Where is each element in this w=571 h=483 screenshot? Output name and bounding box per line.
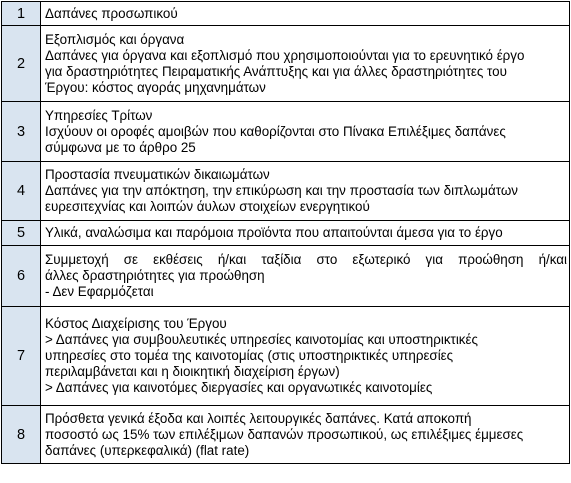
description-line: Έργου: κόστος αγοράς μηχανημάτων xyxy=(45,79,266,95)
description-line: > Δαπάνες για καινοτόμες διεργασίες και οργανωτικές καινοτομίες xyxy=(45,380,433,395)
table-row xyxy=(2,102,570,162)
row-description xyxy=(41,162,570,221)
row-description xyxy=(41,246,570,307)
description-line: Υλικά, αναλώσιμα και παρόμοια προϊόντα που απαιτούνται άμεσα για το έργο xyxy=(45,225,503,240)
description-line: για δραστηριότητες Πειραματικής Ανάπτυξης και για άλλες δραστηριότητες του xyxy=(45,63,507,79)
description-heading: Υπηρεσίες Τρίτων xyxy=(45,107,153,123)
row-description xyxy=(41,26,570,102)
description-line: > Δαπάνες για συμβουλευτικές υπηρεσίες καινοτομίας και υποστηρικτικές xyxy=(45,332,478,347)
row-number: 4 xyxy=(2,162,41,221)
table-row xyxy=(2,221,570,246)
description-line: ποσοστό ως 15% των επιλέξιμων δαπανών προσωπικού, ως επιλέξιμες έμμεσες xyxy=(45,426,524,442)
row-description xyxy=(41,102,570,162)
description-line: - Δεν Εφαρμόζεται xyxy=(45,284,154,299)
description-line: σύμφωνα με το άρθρο 25 xyxy=(45,139,196,155)
row-description xyxy=(41,406,570,464)
table-row xyxy=(2,162,570,221)
row-number: 5 xyxy=(2,221,41,246)
description-line: Πρόσθετα γενικά έξοδα και λοιπές λειτουργικές δαπάνες. Κατά αποκοπή xyxy=(45,410,472,426)
table-row xyxy=(2,26,570,102)
description-line: ευρεσιτεχνίας και λοιπών άυλων στοιχείων ενεργητικού xyxy=(45,199,370,214)
description-line: Ισχύουν οι οροφές αμοιβών που καθορίζονται στο Πίνακα Επιλέξιμες δαπάνες xyxy=(45,123,506,139)
description-heading: Εξοπλισμός και όργανα xyxy=(45,31,185,47)
description-line: άλλες δραστηριότητες για προώθηση xyxy=(45,268,265,283)
table-row xyxy=(2,2,570,26)
row-number: 7 xyxy=(2,307,41,406)
table-row xyxy=(2,307,570,406)
description-heading: Προστασία πνευματικών δικαιωμάτων xyxy=(45,167,270,182)
description-line: Δαπάνες για όργανα και εξοπλισμό που χρησιμοποιούνται για το ερευνητικό έργο xyxy=(45,47,525,63)
row-number: 2 xyxy=(2,26,41,102)
row-description xyxy=(41,221,570,246)
row-number: 8 xyxy=(2,406,41,464)
table-row xyxy=(2,246,570,307)
table-row xyxy=(2,406,570,464)
description-line: υπηρεσίες στο τομέα της καινοτομίας (στις υποστηρικτικές υπηρεσίες xyxy=(45,348,454,363)
description-line: περιλαμβάνεται και η διοικητική διαχείριση έργων) xyxy=(45,364,340,379)
row-number: 6 xyxy=(2,246,41,307)
description-line: Δαπάνες προσωπικού xyxy=(45,5,178,21)
row-description xyxy=(41,307,570,406)
row-number: 1 xyxy=(2,2,41,26)
description-heading: Κόστος Διαχείρισης του Έργου xyxy=(45,316,227,331)
description-line: Δαπάνες για την απόκτηση, την επικύρωση και την προστασία των διπλωμάτων xyxy=(45,183,518,198)
eligible-costs-table xyxy=(1,1,570,464)
description-line: δαπάνες (υπερκεφαλικά) (flat rate) xyxy=(45,442,250,458)
row-number: 3 xyxy=(2,102,41,162)
description-line: Συμμετοχή σε εκθέσεις ή/και ταξίδια στο εξωτερικό για προώθηση ή/και xyxy=(45,252,567,267)
row-description xyxy=(41,2,570,26)
